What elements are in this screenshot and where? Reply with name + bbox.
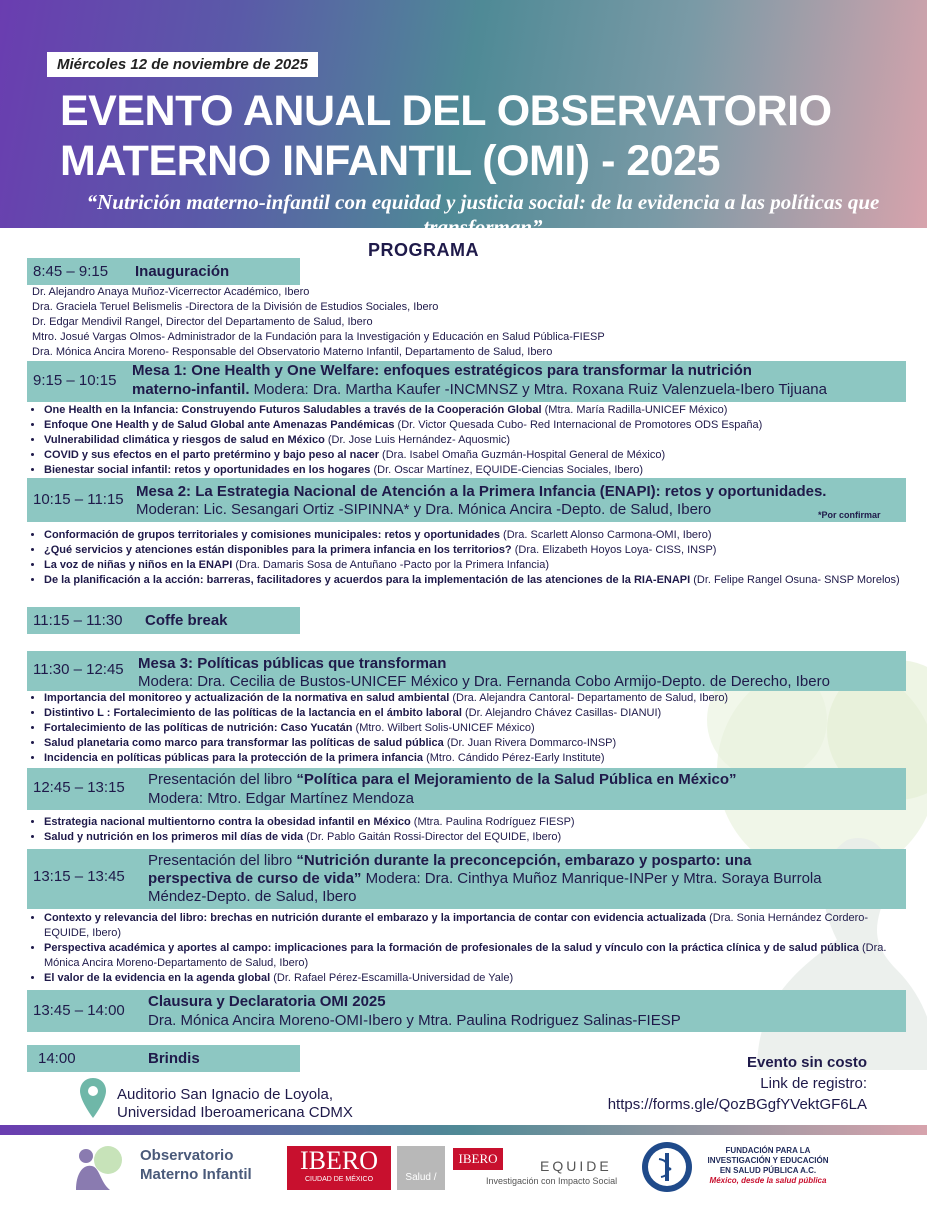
event-title — [60, 86, 920, 186]
list-item — [44, 706, 914, 721]
talk-title: Importancia del monitoreo y actualización de la normativa en salud ambiental — [44, 692, 450, 704]
libro2-talks — [30, 911, 914, 986]
omi-logo-text-2: Materno Infantil — [140, 1166, 252, 1183]
talk-title: De la planificación a la acción: barreras, facilitadores y acuerdos para la implementación de las atenciones de la RIA-ENAPI — [44, 574, 691, 586]
mesa2-talks — [30, 528, 914, 588]
talk-speaker: (Mtra. Paulina Rodríguez FIESP) — [410, 816, 575, 828]
brindis-time: 14:00 — [38, 1050, 76, 1067]
clausura-speakers: Dra. Mónica Ancira Moreno-OMI-Ibero y Mtra. Paulina Rodriguez Salinas-FIESP — [148, 1012, 681, 1029]
talk-speaker: (Dra. Sonia Hernández Cordero- EQUIDE, Ibero) — [44, 912, 869, 939]
free-event-label: Evento sin costo — [746, 1054, 867, 1071]
mesa3-moderators: Modera: Dra. Cecilia de Bustos-UNICEF México y Dra. Fernanda Cobo Armijo-Depto. de Derecho, Ibero — [138, 673, 830, 690]
talk-title: Fortalecimiento de las políticas de nutrición: Caso Yucatán — [44, 722, 353, 734]
coffee-time: 11:15 – 11:30 — [33, 612, 123, 629]
list-item — [44, 721, 914, 736]
talk-title: ¿Qué servicios y atenciones están disponibles para la primera infancia en los territorios? — [44, 544, 512, 556]
registration-label: Link de registro: — [760, 1075, 867, 1092]
list-item — [44, 691, 914, 706]
coffee-title: Coffe break — [145, 612, 228, 629]
talk-speaker: (Dra. Scarlett Alonso Carmona-OMI, Ibero) — [499, 529, 712, 541]
list-item — [44, 573, 914, 588]
speaker-line: Dr. Edgar Mendivil Rangel, Director del Departamento de Salud, Ibero — [32, 316, 373, 328]
header-banner — [0, 0, 927, 239]
ibero-small-logo: IBERO — [453, 1148, 503, 1170]
mesa1-moderators — [132, 381, 827, 398]
list-item — [44, 403, 914, 418]
libro2-moderators-end: Méndez-Depto. de Salud, Ibero — [148, 888, 357, 905]
list-item — [44, 971, 914, 986]
mesa1-moderators-text: Modera: Dra. Martha Kaufer -INCMNSZ y Mtra. Roxana Ruiz Valenzuela-Ibero Tijuana — [249, 381, 827, 398]
equide-logo-sub: Investigación con Impacto Social — [486, 1176, 618, 1186]
location-pin-icon — [80, 1078, 106, 1118]
clausura-time: 13:45 – 14:00 — [33, 1002, 125, 1019]
talk-title: Estrategia nacional multientorno contra la obesidad infantil en México — [44, 816, 411, 828]
fiesp-line-4: México, desde la salud pública — [709, 1176, 827, 1185]
list-item — [44, 911, 914, 941]
libro2-moderators: Modera: Dra. Cinthya Muñoz Manrique-INPer y Mtra. Soraya Burrola — [361, 870, 822, 887]
mesa3-title: Mesa 3: Políticas públicas que transforman — [138, 655, 447, 672]
libro2-book-2: perspectiva de curso de vida” — [148, 870, 362, 887]
location-line-2: Universidad Iberoamericana CDMX — [117, 1104, 353, 1121]
event-subtitle: “Nutrición materno-infantil con equidad y justicia social: de la evidencia a las políticas que transforman” — [86, 190, 880, 239]
location-line-1: Auditorio San Ignacio de Loyola, — [117, 1086, 333, 1103]
talk-title: Incidencia en políticas públicas para la protección de la primera infancia — [44, 752, 424, 764]
mesa1-title: Mesa 1: One Health y One Welfare: enfoques estratégicos para transformar la nutrición — [132, 362, 752, 379]
talk-speaker: (Dra. Elizabeth Hoyos Loya- CISS, INSP) — [511, 544, 717, 556]
fiesp-logo-icon — [641, 1141, 693, 1193]
equide-logo-text: EQUIDE — [540, 1158, 612, 1174]
libro1-talks — [30, 815, 914, 845]
talk-title: Distintivo L : Fortalecimiento de las políticas de la lactancia en el ámbito laboral — [44, 707, 462, 719]
registration-link[interactable]: https://forms.gle/QozBGgfYVektGF6LA — [607, 1096, 867, 1113]
mesa3-time: 11:30 – 12:45 — [33, 661, 124, 678]
por-confirmar-note: *Por confirmar — [818, 510, 881, 520]
list-item — [44, 448, 914, 463]
talk-speaker: (Dr. Felipe Rangel Osuna- SNSP Morelos) — [690, 574, 900, 586]
ibero-logo-text: IBERO — [300, 1146, 378, 1175]
talk-title: One Health en la Infancia: Construyendo Futuros Saludables a través de la Cooperación Global — [44, 404, 542, 416]
talk-speaker: (Dr. Pablo Gaitán Rossi-Director del EQUIDE, Ibero) — [303, 831, 562, 843]
libro1-time: 12:45 – 13:15 — [33, 779, 125, 796]
speaker-line: Dra. Mónica Ancira Moreno- Responsable del Observatorio Materno Infantil, Departamento de Salud, Ibero — [32, 346, 553, 358]
talk-speaker: (Mtro. Cándido Pérez-Early Institute) — [423, 752, 605, 764]
ibero-logo-sub: CIUDAD DE MÉXICO — [304, 1176, 374, 1183]
inauguracion-title: Inauguración — [135, 263, 230, 280]
list-item — [44, 830, 914, 845]
libro1-title — [148, 771, 737, 788]
brindis-title: Brindis — [148, 1050, 200, 1067]
list-item — [44, 528, 914, 543]
talk-speaker: (Dr. Victor Quesada Cubo- Red Internacional de Promotores ODS España) — [394, 419, 763, 431]
list-item — [44, 815, 914, 830]
fiesp-line-1: FUNDACIÓN PARA LA — [725, 1146, 811, 1155]
talk-title: Bienestar social infantil: retos y oportunidades en los hogares — [44, 464, 371, 476]
libro2-book-1: “Nutrición durante la preconcepción, embarazo y posparto: una — [296, 852, 752, 869]
list-item — [44, 418, 914, 433]
ibero-logo — [287, 1146, 391, 1190]
talk-title: Enfoque One Health y de Salud Global ante Amenazas Pandémicas — [44, 419, 395, 431]
mesa1-title-end: materno-infantil. — [132, 381, 250, 398]
omi-logo-icon — [70, 1142, 130, 1192]
list-item — [44, 558, 914, 573]
speaker-line: Mtro. Josué Vargas Olmos- Administrador de la Fundación para la Investigación y Educación en Salud Pública-FIESP — [32, 331, 605, 343]
omi-logo-text-1: Observatorio — [140, 1147, 234, 1164]
fiesp-logo-text — [703, 1146, 833, 1186]
talk-speaker: (Mtro. Wilbert Solis-UNICEF México) — [352, 722, 535, 734]
talk-title: COVID y sus efectos en el parto pretérmino y bajo peso al nacer — [44, 449, 379, 461]
talk-title: Perspectiva académica y aportes al campo: implicaciones para la formación de profesionales de la salud y vínculo con la práctica clínica y de salud pública — [44, 942, 859, 954]
list-item — [44, 941, 914, 971]
talk-speaker: (Dra. Damaris Sosa de Antuñano -Pacto por la Primera Infancia) — [232, 559, 549, 571]
talk-speaker: (Dr. Rafael Pérez-Escamilla-Universidad de Yale) — [270, 972, 514, 984]
talk-speaker: (Mtra. María Radilla-UNICEF México) — [541, 404, 728, 416]
inauguracion-speakers — [32, 285, 605, 360]
event-date: Miércoles 12 de noviembre de 2025 — [47, 52, 318, 77]
talk-speaker: (Dr. Juan Rivera Dommarco-INSP) — [443, 737, 617, 749]
fiesp-line-3: EN SALUD PÚBLICA A.C. — [719, 1166, 817, 1175]
talk-title: La voz de niñas y niños en la ENAPI — [44, 559, 233, 571]
talk-speaker: (Dr. Oscar Martínez, EQUIDE-Ciencias Sociales, Ibero) — [370, 464, 644, 476]
talk-title: Conformación de grupos territoriales y comisiones municipales: retos y oportunidades — [44, 529, 500, 541]
libro1-book: “Política para el Mejoramiento de la Salud Pública en México” — [296, 771, 737, 788]
libro2-pre: Presentación del libro — [148, 852, 297, 869]
clausura-title: Clausura y Declaratoria OMI 2025 — [148, 993, 386, 1010]
talk-title: El valor de la evidencia en la agenda global — [44, 972, 271, 984]
talk-speaker: (Dra. Alejandra Cantoral- Departamento de Salud, Ibero) — [449, 692, 729, 704]
libro2-time: 13:15 – 13:45 — [33, 868, 125, 885]
mesa2-title: Mesa 2: La Estrategia Nacional de Atención a la Primera Infancia (ENAPI): retos y oportunidades. — [136, 483, 827, 500]
mesa2-moderators: Moderan: Lic. Sesangari Ortiz -SIPINNA* y Dra. Mónica Ancira -Depto. de Salud, Ibero — [136, 501, 712, 518]
list-item — [44, 543, 914, 558]
fiesp-line-2: INVESTIGACIÓN Y EDUCACIÓN — [707, 1156, 829, 1165]
talk-speaker: (Dr. Jose Luis Hernández- Aquosmic) — [324, 434, 511, 446]
mesa2-time: 10:15 – 11:15 — [33, 491, 124, 508]
mesa1-time: 9:15 – 10:15 — [33, 372, 117, 389]
libro2-title-line2 — [148, 870, 822, 887]
title-line-2: MATERNO INFANTIL (OMI) - 2025 — [60, 137, 720, 185]
talk-title: Salud y nutrición en los primeros mil días de vida — [44, 831, 304, 843]
libro1-moderator: Modera: Mtro. Edgar Martínez Mendoza — [148, 790, 414, 807]
mesa3-talks — [30, 691, 914, 766]
libro1-pre: Presentación del libro — [148, 771, 297, 788]
inauguracion-time: 8:45 – 9:15 — [33, 263, 109, 280]
talk-title: Vulnerabilidad climática y riesgos de salud en México — [44, 434, 325, 446]
programa-heading: PROGRAMA — [368, 240, 479, 260]
talk-title: Contexto y relevancia del libro: brechas en nutrición durante el embarazo y la importancia de contar con evidencia actualizada — [44, 912, 707, 924]
speaker-line: Dr. Alejandro Anaya Muñoz-Vicerrector Académico, Ibero — [32, 286, 310, 298]
talk-speaker: (Dra. Mónica Ancira Moreno-Departamento de Salud, Ibero) — [44, 942, 887, 969]
libro2-title-line1 — [148, 852, 752, 869]
talk-speaker: (Dra. Isabel Omaña Guzmán-Hospital General de México) — [379, 449, 666, 461]
talk-title: Salud planetaria como marco para transformar las políticas de salud pública — [44, 737, 444, 749]
speaker-line: Dra. Graciela Teruel Belismelis -Directora de la División de Estudios Sociales, Ibero — [32, 301, 439, 313]
mesa1-talks — [30, 403, 914, 478]
list-item — [44, 463, 914, 478]
list-item — [44, 736, 914, 751]
salud-logo: Salud / — [397, 1146, 445, 1190]
title-line-1: EVENTO ANUAL DEL OBSERVATORIO — [60, 87, 832, 135]
footer-divider — [0, 1125, 927, 1135]
list-item — [44, 433, 914, 448]
list-item — [44, 751, 914, 766]
talk-speaker: (Dr. Alejandro Chávez Casillas- DIANUI) — [461, 707, 662, 719]
